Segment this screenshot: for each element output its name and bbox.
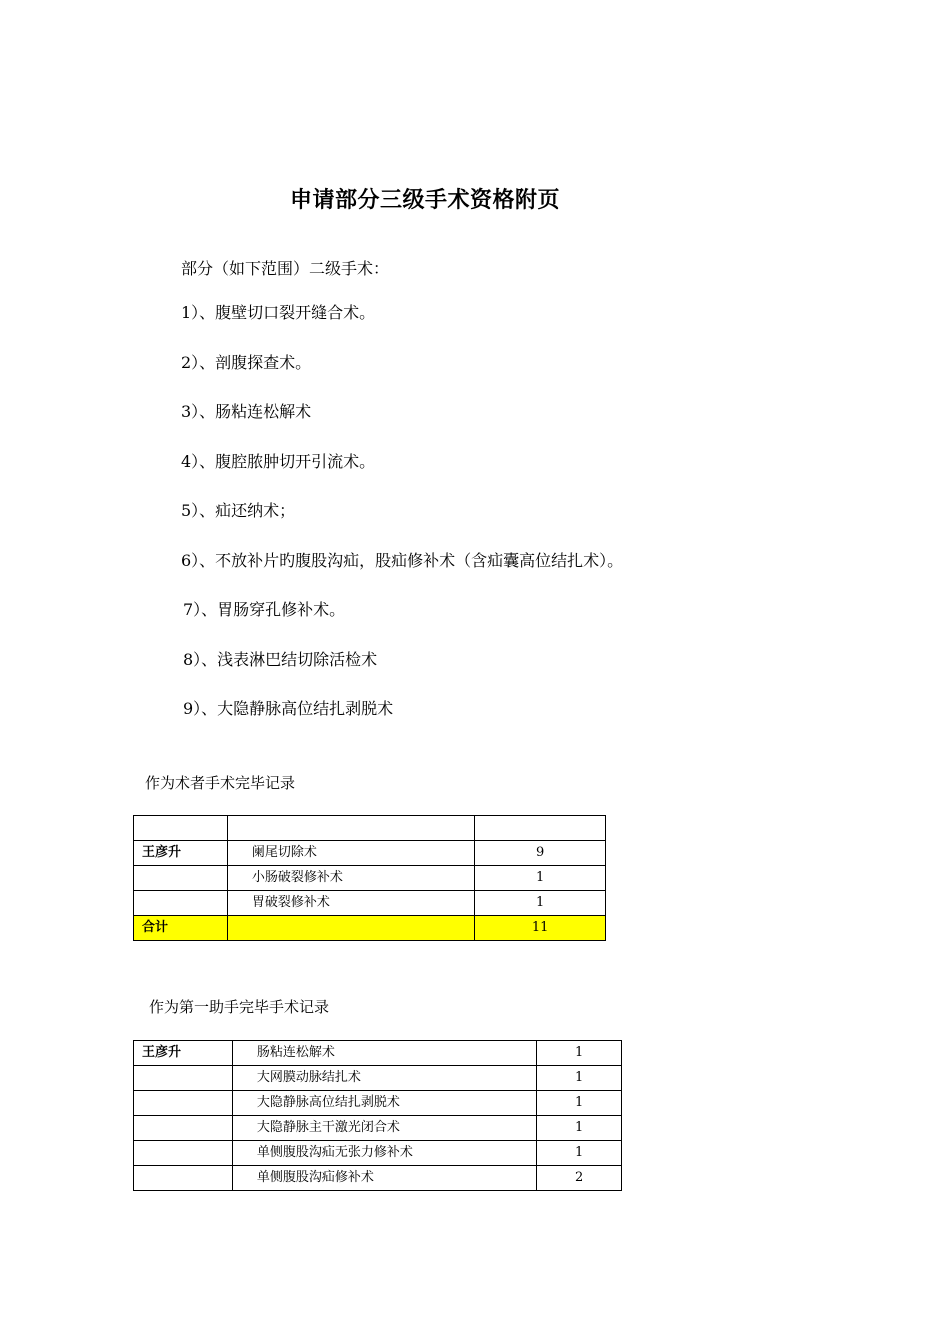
table-row — [134, 1041, 622, 1066]
name-cell — [134, 891, 228, 916]
operation-cell: 胃破裂修补术 — [227, 891, 474, 916]
list-item: 6）、不放补片旳腹股沟疝，股疝修补术（含疝囊高位结扎术）。 — [181, 550, 624, 570]
table-row — [134, 1066, 622, 1091]
total-count-cell: 11 — [475, 916, 606, 941]
intro-text: 部分（如下范围）二级手术： — [181, 259, 390, 278]
list-item: 9）、大隐静脉高位结扎剥脱术 — [183, 699, 394, 718]
count-cell: 9 — [475, 841, 606, 866]
operation-cell: 小肠破裂修补术 — [227, 866, 474, 891]
count-cell: 1 — [537, 1066, 622, 1091]
count-cell: 1 — [537, 1116, 622, 1141]
operation-cell — [227, 916, 474, 941]
name-cell — [134, 866, 228, 891]
count-cell: 1 — [537, 1091, 622, 1116]
table-row — [134, 1166, 622, 1191]
name-cell: 王彦升 — [134, 841, 228, 866]
count-cell: 1 — [475, 866, 606, 891]
assistant-record-table — [133, 1040, 622, 1191]
table-row — [134, 891, 606, 916]
name-cell — [134, 1066, 233, 1091]
name-cell: 王彦升 — [134, 1041, 233, 1066]
name-cell — [134, 1166, 233, 1191]
operation-cell: 阑尾切除术 — [227, 841, 474, 866]
name-cell — [134, 1116, 233, 1141]
surgery-list — [181, 300, 623, 746]
list-item: 5）、疝还纳术； — [181, 501, 296, 520]
page-title: 申请部分三级手术资格附页 — [289, 188, 560, 213]
list-item: 4）、腹腔脓肿切开引流术。 — [181, 451, 376, 471]
list-item: 3）、肠粘连松解术 — [181, 402, 312, 421]
operation-cell: 大隐静脉高位结扎剥脱术 — [232, 1091, 536, 1116]
count-cell: 2 — [537, 1166, 622, 1191]
table1-caption: 作为术者手术完毕记录 — [145, 774, 296, 792]
name-cell — [134, 1141, 233, 1166]
name-cell — [134, 1091, 233, 1116]
list-item: 8）、浅表淋巴结切除活检术 — [183, 649, 378, 669]
table-row — [134, 1141, 622, 1166]
table-row — [134, 1091, 622, 1116]
name-cell — [134, 816, 228, 841]
operation-cell: 肠粘连松解术 — [232, 1041, 536, 1066]
operation-cell: 单侧腹股沟疝无张力修补术 — [232, 1141, 536, 1166]
table-row — [134, 816, 606, 841]
operation-cell: 大网膜动脉结扎术 — [232, 1066, 536, 1091]
list-item: 1）、腹壁切口裂开缝合术。 — [181, 303, 376, 322]
count-cell: 1 — [537, 1141, 622, 1166]
operation-cell: 大隐静脉主干激光闭合术 — [232, 1116, 536, 1141]
table2-caption: 作为第一助手完毕手术记录 — [149, 998, 330, 1016]
count-cell: 1 — [537, 1041, 622, 1066]
operation-cell: 单侧腹股沟疝修补术 — [232, 1166, 536, 1191]
total-label-cell: 合计 — [134, 916, 228, 941]
operation-cell — [227, 816, 474, 841]
surgeon-record-table — [133, 815, 606, 941]
count-cell — [475, 816, 606, 841]
table-row — [134, 1116, 622, 1141]
total-row — [134, 916, 606, 941]
table-row — [134, 841, 606, 866]
count-cell: 1 — [475, 891, 606, 916]
list-item: 7）、胃肠穿孔修补术。 — [183, 600, 346, 619]
list-item: 2）、剖腹探查术。 — [181, 352, 312, 372]
table-row — [134, 866, 606, 891]
